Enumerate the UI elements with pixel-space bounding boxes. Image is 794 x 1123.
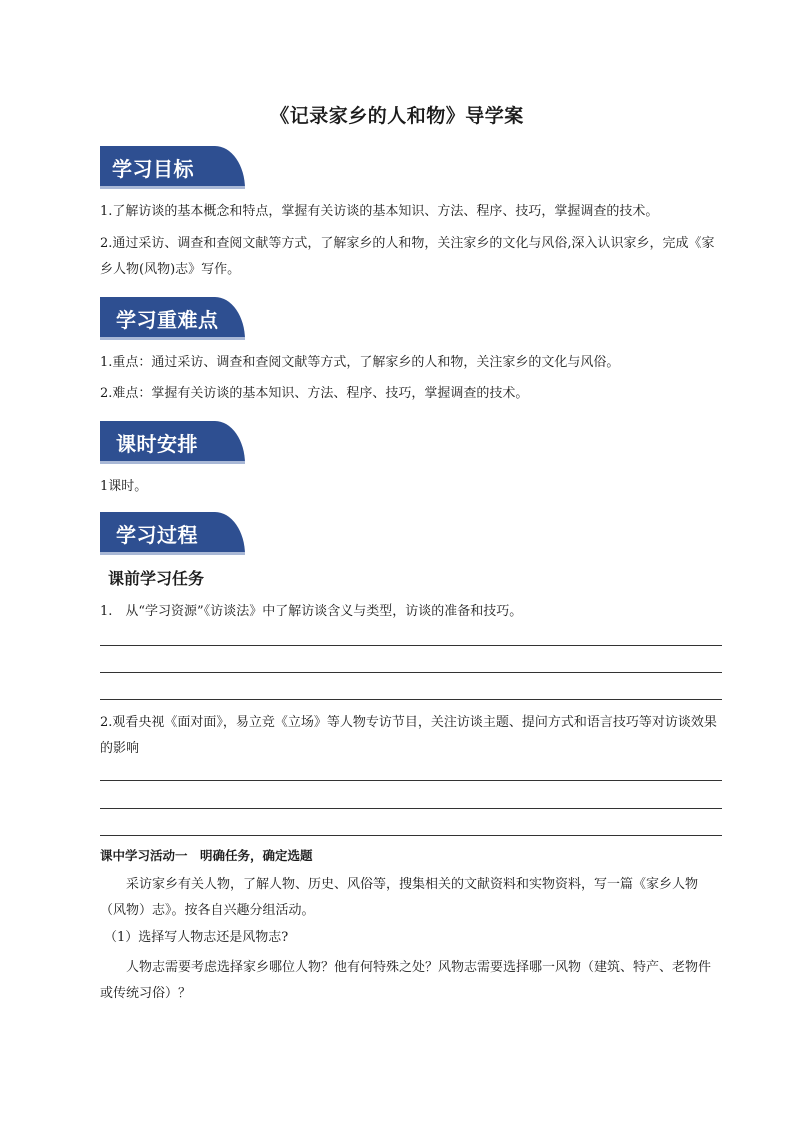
- answer-line[interactable]: [100, 808, 722, 809]
- section-heading-process: [100, 512, 245, 555]
- section-heading-label: 课时安排: [116, 432, 198, 456]
- pre-class-task-1: 1. 从“学习资源”《访谈法》中了解访谈含义与类型，访谈的准备和技巧。: [100, 604, 523, 619]
- in-class-activity-title: 课中学习活动一 明确任务，确定选题: [100, 848, 313, 863]
- answer-line[interactable]: [100, 672, 722, 673]
- objective-item-2: 2.通过采访、调查和查阅文献等方式，了解家乡的人和物，关注家乡的文化与风俗,深入认识家乡，完成《家乡人物(风物)志》写作。: [100, 236, 715, 277]
- section-heading-label: 学习目标: [112, 157, 194, 181]
- in-class-paragraph-2: 人物志需要考虑选择家乡哪位人物？他有何特殊之处？风物志需要选择哪一风物（建筑、特产、老物件或传统习俗）？: [100, 960, 712, 1001]
- page-title: 《记录家乡的人和物》导学案: [270, 105, 524, 127]
- answer-line[interactable]: [100, 835, 722, 836]
- section-heading-schedule: [100, 421, 245, 464]
- section-heading-label: 学习过程: [116, 523, 198, 547]
- key-point-item-2: 2.难点：掌握有关访谈的基本知识、方法、程序、技巧，掌握调查的技术。: [100, 386, 529, 401]
- pre-class-heading: 课前学习任务: [108, 569, 205, 588]
- section-heading-label: 学习重难点: [116, 308, 219, 332]
- schedule-text: 1课时。: [100, 479, 148, 494]
- section-heading-objectives: [100, 146, 245, 189]
- in-class-paragraph-1: 采访家乡有关人物，了解人物、历史、风俗等，搜集相关的文献资料和实物资料，写一篇《家乡人物（风物）志》。按各自兴趣分组活动。: [100, 877, 699, 918]
- pre-class-task-2: 2.观看央视《面对面》，易立竞《立场》等人物专访节目，关注访谈主题、提问方式和语言技巧等对访谈效果的影响: [100, 715, 717, 756]
- answer-line[interactable]: [100, 699, 722, 700]
- in-class-question-1: （1）选择写人物志还是风物志?: [104, 930, 289, 945]
- answer-line[interactable]: [100, 780, 722, 781]
- key-point-item-1: 1.重点：通过采访、调查和查阅文献等方式，了解家乡的人和物，关注家乡的文化与风俗。: [100, 355, 620, 370]
- answer-line[interactable]: [100, 645, 722, 646]
- section-heading-key-points: [100, 297, 245, 340]
- objective-item-1: 1.了解访谈的基本概念和特点，掌握有关访谈的基本知识、方法、程序、技巧，掌握调查的技术。: [100, 204, 659, 219]
